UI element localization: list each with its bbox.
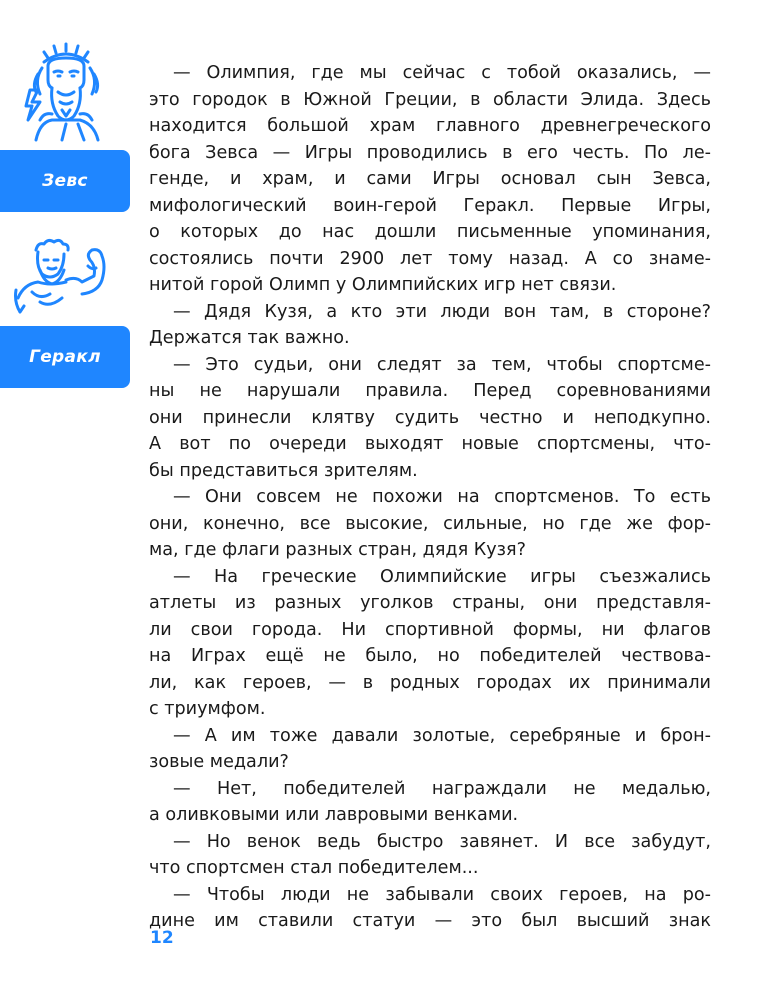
text-line: — Чтобы люди не забывали своих героев, на ро-: [173, 884, 711, 905]
character-tab-hercules: [0, 326, 130, 388]
zeus-portrait: [18, 40, 114, 144]
character-sidebar: [0, 0, 130, 1000]
hercules-portrait: [10, 236, 120, 314]
text-line: — Но венок ведь быстро завянет. И все забудут,: [173, 831, 711, 852]
text-line: ма, где флаги разных стран, дядя Кузя?: [149, 540, 526, 560]
text-line: — Олимпия, где мы сейчас с тобой оказались, —: [173, 63, 711, 83]
text-line: дине им ставили статуи — это был высший знак: [149, 911, 711, 931]
text-line: они принесли клятву судить честно и неподкупно.: [149, 407, 711, 428]
text-line: генде, и храм, и сами Игры основал сын Зевса,: [149, 169, 711, 189]
text-line: находится большой храм главного древнегреческого: [149, 116, 711, 136]
text-line: зовые медали?: [149, 752, 289, 772]
text-line: бога Зевса — Игры проводились в его честь. По ле-: [149, 142, 711, 163]
text-line: а оливковыми или лавровыми венками.: [149, 805, 519, 825]
text-line: на Играх ещё не было, но победителей чествова-: [149, 646, 711, 666]
text-line: бы представиться зрителям.: [149, 460, 418, 481]
text-line: они, конечно, все высокие, сильные, но где же фор-: [149, 513, 711, 534]
text-line: атлеты из разных уголков страны, они представля-: [149, 593, 711, 613]
character-name-hercules: Геракл: [29, 347, 101, 367]
character-name-zeus: Зевс: [42, 171, 88, 191]
hercules-icon: [10, 236, 120, 314]
text-line: с триумфом.: [149, 699, 266, 719]
text-line: о которых до нас дошли письменные упоминания,: [149, 222, 711, 242]
text-line: нитой горой Олимп у Олимпийских игр нет связи.: [149, 275, 617, 295]
text-line: — Нет, победителей награждали не медалью,: [173, 778, 711, 799]
text-line: — Это судьи, они следят за тем, чтобы спортсме-: [173, 354, 711, 375]
text-line: это городок в Южной Греции, в области Элида. Здесь: [149, 89, 711, 110]
text-line: А вот по очереди выходят новые спортсмены, что-: [149, 434, 711, 454]
text-line: — На греческие Олимпийские игры съезжались: [173, 566, 711, 587]
text-line: что спортсмен стал победителем...: [149, 858, 479, 878]
text-line: ны не нарушали правила. Перед соревнованиями: [149, 381, 711, 401]
text-line: — Дядя Кузя, а кто эти люди вон там, в стороне?: [173, 301, 711, 322]
text-line: — А им тоже давали золотые, серебряные и брон-: [173, 725, 711, 746]
zeus-icon: [18, 40, 114, 144]
character-tab-zeus: [0, 150, 130, 212]
text-line: ли свои города. Ни спортивной формы, ни флагов: [149, 619, 711, 640]
body-text: [149, 60, 711, 935]
page-number: 12: [150, 928, 174, 948]
text-line: Держатся так важно.: [149, 328, 350, 348]
text-line: ли, как героев, — в родных городах их принимали: [149, 672, 711, 693]
text-line: состоялись почти 2900 лет тому назад. А со знаме-: [149, 248, 711, 269]
text-line: мифологический воин-герой Геракл. Первые Игры,: [149, 195, 711, 216]
text-line: — Они совсем не похожи на спортсменов. То есть: [173, 487, 711, 507]
